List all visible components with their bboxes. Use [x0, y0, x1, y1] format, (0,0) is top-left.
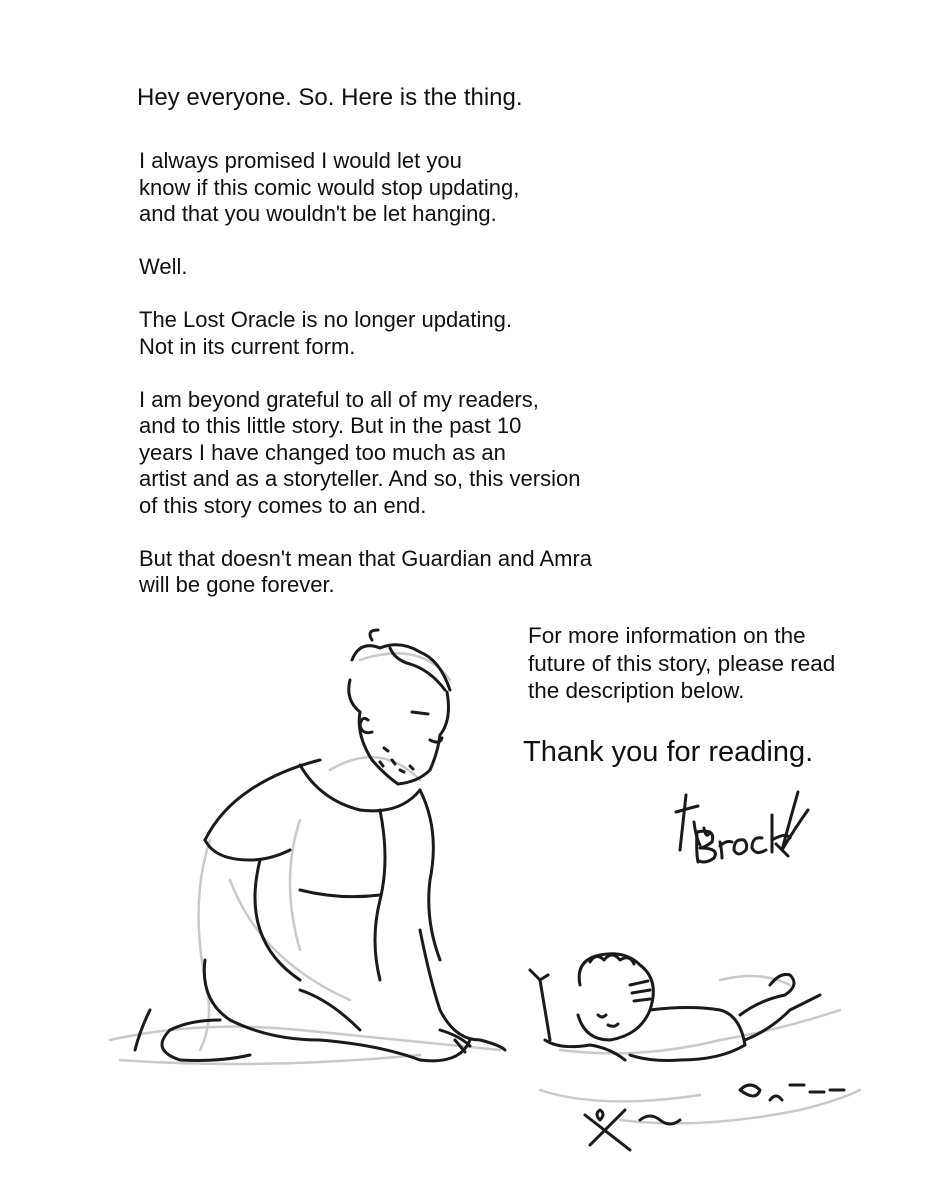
letter-paragraph: But that doesn't mean that Guardian and Amra will be gone forever. — [139, 545, 593, 597]
letter-greeting: Hey everyone. So. Here is the thing. — [137, 84, 523, 111]
letter-paragraph: I always promised I would let you know if this comic would stop updating, and that you wouldn't be let hanging. — [139, 148, 520, 226]
author-signature — [676, 792, 808, 862]
kneeling-man-sketch — [110, 653, 500, 1064]
more-info-note: For more information on the future of this story, please read the description below. — [528, 623, 836, 703]
letter-paragraph: Well. — [139, 254, 188, 279]
letter-paragraph: The Lost Oracle is no longer updating. Not in its current form. — [139, 307, 513, 359]
thank-you-note: Thank you for reading. — [523, 736, 814, 768]
kneeling-man — [135, 630, 505, 1061]
letter-paragraph: I am beyond grateful to all of my readers, and to this little story. But in the past 10 years I have changed too much as an artist and as a storyteller. And so, this version of this story comes to an end. — [139, 386, 581, 518]
